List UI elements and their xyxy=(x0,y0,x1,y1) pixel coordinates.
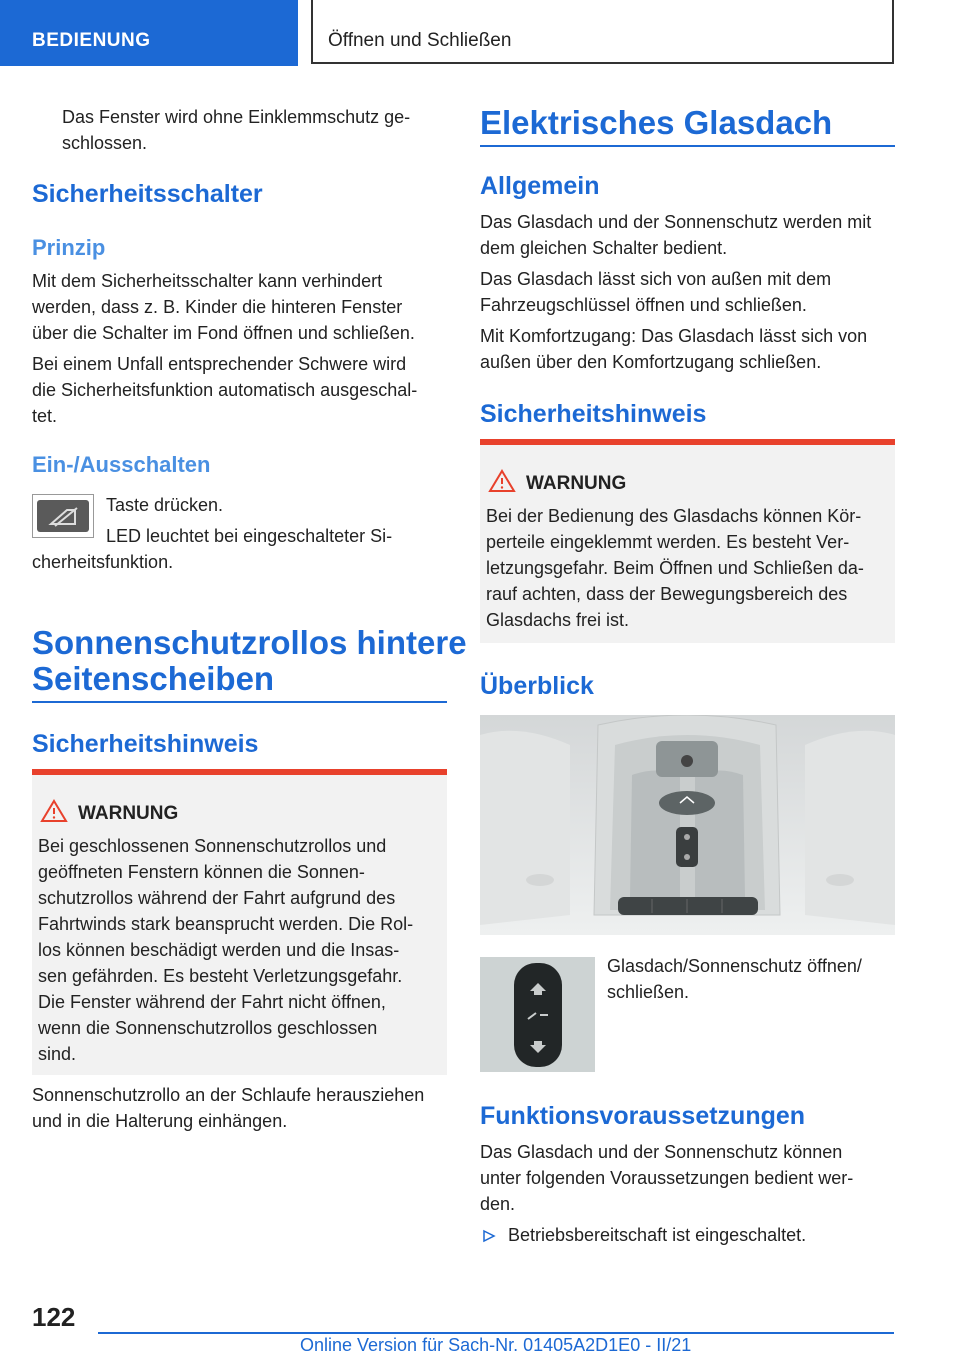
warning-box-left xyxy=(32,769,447,1075)
warning-line: letzungsgefahr. Beim Öffnen und Schließen da- xyxy=(486,558,864,578)
principle-line-3: über die Schalter im Fond öffnen und schließen. xyxy=(32,323,415,343)
key-line-1: Das Glasdach lässt sich von außen mit dem xyxy=(480,269,832,289)
section-tab xyxy=(0,0,298,66)
warning-line: Glasdachs frei ist. xyxy=(486,610,630,630)
heading-requirements: Funktionsvoraussetzungen xyxy=(480,1102,806,1130)
intro-line-2: schlossen. xyxy=(62,133,148,153)
page-number: 122 xyxy=(32,1302,76,1332)
warning-title: WARNUNG xyxy=(78,803,179,824)
switch-caption-line-1: Glasdach/Sonnenschutz öffnen/ xyxy=(607,956,862,976)
comfort-line-1: Mit Komfortzugang: Das Glasdach lässt sich von xyxy=(480,326,868,346)
warning-line: Bei geschlossenen Sonnenschutzrollos und xyxy=(38,836,387,856)
led-line-1: LED leuchtet bei eingeschalteter Si- xyxy=(106,526,393,546)
warning-line: sind. xyxy=(38,1044,77,1064)
warning-title: WARNUNG xyxy=(526,473,627,494)
pull-line-1: Sonnenschutzrollo an der Schlaufe herausziehen xyxy=(32,1085,425,1105)
req-line-1: Das Glasdach und der Sonnenschutz können xyxy=(480,1142,843,1162)
intro-line-1: Das Fenster wird ohne Einklemmschutz ge- xyxy=(62,107,411,127)
safety-switch-image xyxy=(32,494,94,538)
led-line-2: cherheitsfunktion. xyxy=(32,552,174,572)
warning-line: sen gefährden. Es besteht Verletzungsgefahr. xyxy=(38,966,403,986)
warning-line: Fahrtwinds stark beansprucht werden. Die Rol- xyxy=(38,914,414,934)
roof-switch-image xyxy=(480,957,595,1072)
req-line-2: unter folgenden Voraussetzungen bedient wer- xyxy=(480,1168,854,1188)
heading-safety-switch: Sicherheitsschalter xyxy=(32,180,263,208)
heading-overview: Überblick xyxy=(480,672,594,700)
req-line-3: den. xyxy=(480,1194,516,1214)
heading-safety-note-right: Sicherheitshinweis xyxy=(480,400,707,428)
warning-line: perteile eingeklemmt werden. Es besteht Ver- xyxy=(486,532,850,552)
principle-line-1: Mit dem Sicherheitsschalter kann verhindert xyxy=(32,271,383,291)
principle-line-2: werden, dass z. B. Kinder die hinteren Fenster xyxy=(32,297,403,317)
heading-principle: Prinzip xyxy=(32,235,106,260)
heading-sunblind-line-2: Seitenscheiben xyxy=(32,660,275,697)
bullet-triangle-icon xyxy=(482,1229,496,1243)
heading-rule xyxy=(480,145,895,147)
switch-caption-line-2: schließen. xyxy=(607,982,690,1002)
warning-line: rauf achten, dass der Bewegungsbereich des xyxy=(486,584,848,604)
accident-line-3: tet. xyxy=(32,406,58,426)
overhead-console-image xyxy=(480,715,895,935)
footer-rule xyxy=(98,1332,894,1334)
warning-triangle-icon xyxy=(40,799,68,823)
warning-line: los können beschädigt werden und die Insas- xyxy=(38,940,400,960)
heading-on-off: Ein-/Ausschalten xyxy=(32,452,211,477)
warning-line: schutzrollos während der Fahrt aufgrund des xyxy=(38,888,396,908)
heading-glass-roof: Elektrisches Glasdach xyxy=(480,104,833,141)
press-button-text: Taste drücken. xyxy=(106,495,224,515)
window-lock-icon xyxy=(37,500,89,532)
footer-online-version: Online Version für Sach-Nr. 01405A2D1E0 - II/21 xyxy=(300,1335,692,1355)
general-line-2: dem gleichen Schalter bedient. xyxy=(480,238,728,258)
warning-line: Bei der Bedienung des Glasdachs können Kör- xyxy=(486,506,862,526)
chapter-title: Öffnen und Schließen xyxy=(328,30,512,51)
comfort-line-2: außen über den Komfortzugang schließen. xyxy=(480,352,822,372)
warning-line: geöffneten Fenstern können die Sonnen- xyxy=(38,862,365,882)
general-line-1: Das Glasdach und der Sonnenschutz werden mit xyxy=(480,212,872,232)
heading-sunblind-line-1: Sonnenschutzrollos hintere xyxy=(32,624,467,661)
heading-rule xyxy=(32,701,447,703)
warning-line: Die Fenster während der Fahrt nicht öffnen, xyxy=(38,992,386,1012)
chapter-header xyxy=(311,0,894,64)
warning-line: wenn die Sonnenschutzrollos geschlossen xyxy=(38,1018,378,1038)
heading-safety-note-left: Sicherheitshinweis xyxy=(32,730,259,758)
key-line-2: Fahrzeugschlüssel öffnen und schließen. xyxy=(480,295,807,315)
heading-general: Allgemein xyxy=(480,172,600,200)
pull-line-2: und in die Halterung einhängen. xyxy=(32,1111,288,1131)
section-title: BEDIENUNG xyxy=(32,30,151,51)
warning-triangle-icon xyxy=(488,469,516,493)
accident-line-2: die Sicherheitsfunktion automatisch ausgeschal- xyxy=(32,380,418,400)
accident-line-1: Bei einem Unfall entsprechender Schwere wird xyxy=(32,354,407,374)
warning-box-right xyxy=(480,439,895,643)
bullet-item: Betriebsbereitschaft ist eingeschaltet. xyxy=(508,1225,807,1245)
